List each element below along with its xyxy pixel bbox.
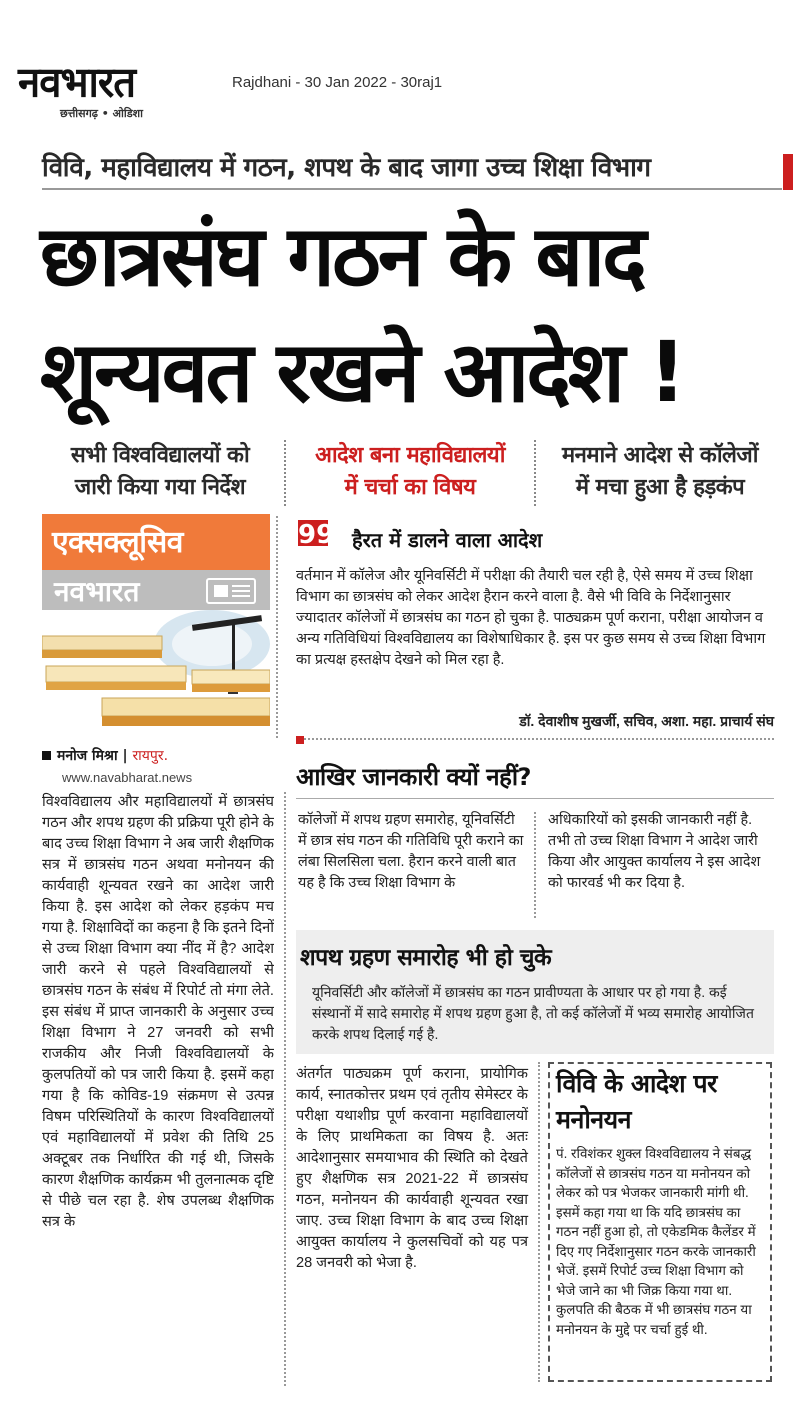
books-graduation-cap-icon (42, 610, 270, 738)
deck-2 (290, 440, 530, 504)
akhir-column-2: अधिकारियों को इसकी जानकारी नहीं है. तभी तो उच्च शिक्षा विभाग ने आदेश जारी किया और आयुक्त कार्यालय ने इस आदेश को फारवर्ड भी कर दिया है. (548, 812, 761, 891)
byline-city: रायपुर. (132, 748, 169, 764)
kicker-rule (42, 188, 782, 190)
deck-3 (540, 440, 780, 504)
newspaper-logo: नवभारत (18, 58, 136, 108)
deck-2-line-1: आदेश बना महाविद्यालयों (315, 443, 505, 468)
akhir-section-title: आखिर जानकारी क्यों नहीं? (296, 763, 531, 791)
side-box-body: पं. रविशंकर शुक्ल विश्वविद्यालय ने संबद्ध कॉलेजों से छात्रसंघ गठन या मनोनयन को लेकर को पत्र भेजकर जानकारी मांगी थी. इसमें कहा गया था कि यदि छात्रसंघ का गठन नहीं हुआ हो, तो एकेडमिक कैलेंडर में दिए गए निर्देशानुसार गठन करके जानकारी भेजें. इसमें रिपोर्ट उच्च शिक्षा विभाग को भेजे जाने का भी जिक्र किया गया था. कुलपति की बैठक में भी छात्रसंघ गठन या मनोनयन के मुद्दे पर चर्चा हुई थी. (556, 1146, 756, 1337)
column-divider (284, 792, 286, 1386)
side-box-title: विवि के आदेश पर मनोनयन (556, 1069, 717, 1134)
website-url[interactable]: www.navabharat.news (62, 770, 193, 785)
deck-1-line-2: जारी किया गया निर्देश (74, 475, 246, 500)
quote-rule (296, 738, 774, 740)
exclusive-badge (42, 514, 270, 610)
article-continuation: अंतर्गत पाठ्यक्रम पूर्ण कराना, प्रायोगिक कार्य, स्नातकोत्तर प्रथम एवं तृतीय सेमेस्टर के परीक्षा यथाशीघ्र पूर्ण करवाना महाविद्यालयों के लिए प्राथमिकता का विषय है. अतः आदेशानुसार समयाभाव की स्थिति को देखते हुए शैक्षणिक सत्र 2021-22 में छात्रसंघ गठन, मनोनयन की कार्यवाही शून्यवत रखा जाए. उच्च शिक्षा विभाग के बाद उच्च शिक्षा आयुक्त कार्यालय ने कुलसचिवों को यह पत्र 28 जनवरी को भेजा है. (296, 1066, 528, 1271)
main-article-body: विश्वविद्यालय और महाविद्यालयों में छात्रसंघ गठन और शपथ ग्रहण की प्रक्रिया पूरी होने के बाद उच्च शिक्षा विभाग ने अब जारी शैक्षणिक सत्र में छात्रसंघ गठन अथवा मनोनयन की कार्यवाही शून्यवत रखने का आदेश जारी किया है. इस आदेश को लेकर हड़कंप मच गया है. शिक्षाविदों का कहना है कि इतने दिनों से उच्च शिक्षा विभाग क्या नींद में है? आदेश जारी करने से पहले विश्वविद्यालयों से छात्रसंघ गठन के संबंध में रिपोर्ट तो मंगा लेते. इस संबंध में प्राप्त जानकारी के अनुसार उच्च शिक्षा विभाग ने 27 जनवरी को सभी राजकीय और निजी विश्वविद्यालयों के कुलपतियों को पत्र जारी किया है. इसमें कहा गया है कि कोविड-19 संक्रमण से उत्पन्न विषम परिस्थितियों के कारण विश्वविद्यालयों एवं महाविद्यालयों में प्रवेश की तिथि 25 अक्टूबर तक निर्धारित की गई थी, जिसके कारण शैक्षणिक कार्यक्रम भी तुलनात्मक दृष्टि से पीछे चल रहा है. शेष उपलब्ध शैक्षणिक सत्र के (42, 794, 274, 1230)
edition-regions: छत्तीसगढ़ • ओडिशा (60, 107, 143, 120)
quote-body: वर्तमान में कॉलेज और यूनिवर्सिटी में परीक्षा की तैयारी चल रही है, ऐसे समय में उच्च शिक्षा विभाग का छात्रसंघ को लेकर आदेश हैरान करने वाला है. वैसे भी विवि के निर्देशानुसार ज्यादातर कॉलेजों में छात्रसंघ का गठन हो चुका है. पाठ्यक्रम पूर्ण कराना, परीक्षा आयोजन व अन्य गतिविधियां विश्वविद्यालय का विशेषाधिकार है. इस पर कुछ समय से उच्च शिक्षा विभाग का प्रत्यक्ष हस्तक्षेप देखने को मिल रहा है. (296, 568, 766, 668)
quote-mark-icon: 99 (298, 520, 335, 550)
quote-attribution: डॉ. देवाशीष मुखर्जी, सचिव, अशा. महा. प्राचार्य संघ (519, 713, 774, 729)
quote-title: हैरत में डालने वाला आदेश (352, 528, 543, 552)
headline-line-1: छात्रसंघ गठन के बाद (40, 207, 644, 305)
section-rule (296, 798, 774, 799)
masthead (18, 58, 218, 132)
headline-line-2: शून्यवत रखने आदेश ! (40, 323, 684, 421)
deck-divider (534, 440, 536, 506)
books-illustration (42, 610, 270, 738)
author-name: मनोज मिश्रा (57, 748, 118, 764)
red-marker (296, 736, 304, 744)
dateline: Rajdhani - 30 Jan 2022 - 30raj1 (232, 74, 443, 91)
column-divider (538, 1062, 540, 1382)
kicker: विवि, महाविद्यालय में गठन, शपथ के बाद जागा उच्च शिक्षा विभाग (42, 153, 651, 183)
column-divider (276, 516, 278, 738)
deck-3-line-1: मनमाने आदेश से कॉलेजों (562, 443, 758, 468)
deck-1-line-1: सभी विश्वविद्यालयों को (70, 443, 250, 468)
red-corner-marker (783, 154, 793, 190)
deck-3-line-2: में मचा हुआ है हड़कंप (575, 475, 745, 500)
bullet-square-icon (42, 751, 51, 760)
byline: मनोज मिश्रा | रायपुर. (42, 746, 270, 765)
exclusive-label: एक्सक्लूसिव (52, 525, 183, 560)
akhir-column-1: कॉलेजों में शपथ ग्रहण समारोह, यूनिवर्सिटी में छात्र संघ गठन की गतिविधि पूरी कराने का लंबा सिलसिला चला. हैरान करने वाली बात यह है कि उच्च शिक्षा विभाग के (298, 812, 524, 891)
column-divider (534, 812, 536, 918)
exclusive-brand: नवभारत (42, 570, 270, 610)
deck-divider (284, 440, 286, 506)
deck-2-line-2: में चर्चा का विषय (344, 475, 476, 500)
newspaper-icon (206, 578, 256, 604)
shapath-body: यूनिवर्सिटी और कॉलेजों में छात्रसंघ का गठन प्रावीण्यता के आधार पर हो गया है. कई संस्थानों में सादे समारोह में शपथ ग्रहण हुआ है, तो कई कॉलेजों में भव्य समारोह आयोजित करके शपथ दिलाई गई है. (312, 984, 754, 1042)
shapath-title: शपथ ग्रहण समारोह भी हो चुके (300, 945, 552, 971)
deck-1 (40, 440, 280, 504)
